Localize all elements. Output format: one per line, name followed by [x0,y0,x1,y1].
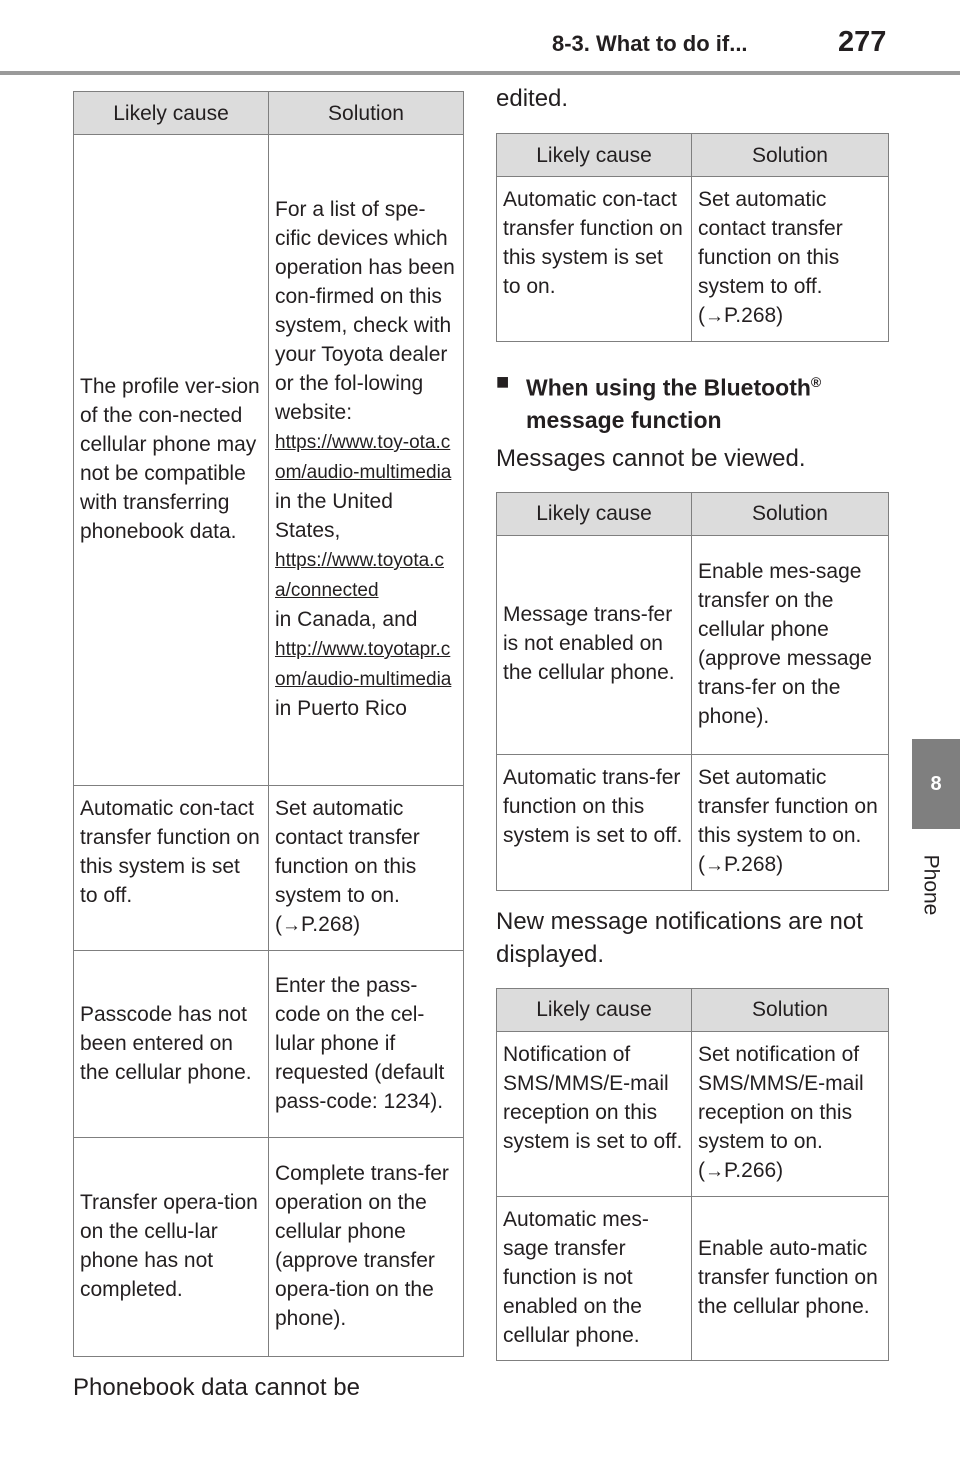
body-text: Messages cannot be viewed. [496,444,806,472]
chapter-number: 8 [930,772,942,795]
table-row [74,135,464,786]
contact-transfer-table [496,133,889,342]
header-solution: Solution [692,988,889,1031]
header-likely-cause: Likely cause [497,492,692,535]
solution-text: Set automatic contact transfer function on this system to off. [698,188,843,298]
ref-open: ( [698,852,705,876]
ref-close: ) [776,852,784,876]
phonebook-transfer-table [73,91,464,1357]
header-likely-cause: Likely cause [497,988,692,1031]
cause-cell: Notification of SMS/MMS/E-mail reception on this system is set to off. [497,1031,692,1196]
table-row [497,177,889,342]
arrow-icon: → [705,854,724,876]
page-reference[interactable]: P.268 [301,913,354,936]
solution-cell [692,1031,889,1196]
message-notification-table [496,988,889,1361]
ref-close: ) [776,304,784,327]
cause-cell: Automatic con-tact transfer function on this system is set to on. [497,177,692,342]
table-header-row [497,492,889,535]
ref-close: ) [353,913,361,936]
section-title: 8-3. What to do if... [552,31,748,56]
solution-cell [269,786,464,951]
table-row [497,535,889,754]
solution-text: Set automatic contact transfer function on this system to on. [275,797,420,907]
cause-cell: Automatic trans-fer function on this system is set to off. [497,754,692,890]
table-row [74,786,464,951]
table-row [74,1138,464,1357]
solution-cell: Complete trans-fer operation on the cellular phone (approve transfer opera-tion on the phone). [269,1138,464,1357]
table-header-row [497,134,889,177]
arrow-icon: → [282,915,301,936]
chapter-label [900,845,960,925]
solution-text: For a list of spe-cific devices which operation has been con-firmed on this system, check with your Toyota dealer or the fol-lowing website: [275,198,455,424]
table-row [74,951,464,1138]
body-text: edited. [496,85,569,112]
table-row [497,754,889,890]
arrow-icon: → [705,1160,724,1182]
heading-text: When using the Bluetooth [526,374,811,401]
cause-cell: Automatic mes-sage transfer function is not enabled on the cellular phone. [497,1196,692,1360]
ref-open: ( [698,1158,705,1182]
body-text: New message notifications are not displayed. [496,907,863,968]
chapter-label-text: Phone [919,854,943,916]
header-likely-cause: Likely cause [74,92,269,135]
cause-cell: Passcode has not been entered on the cellular phone. [74,951,269,1138]
ref-close: ) [776,1158,784,1182]
page-reference[interactable]: P.266 [724,1158,777,1182]
table-row [497,1196,889,1360]
solution-cell: Enable auto-matic transfer function on the cellular phone. [692,1196,889,1360]
solution-cell: Enable mes-sage transfer on the cellular phone (approve message trans-fer on the phone). [692,535,889,754]
page-header [0,0,960,75]
table-header-row [74,92,464,135]
solution-text: Set automatic transfer function on this system to on. [698,765,878,847]
ref-open: ( [698,304,705,327]
left-column [73,91,463,1404]
solution-cell [692,177,889,342]
ref-open: ( [275,913,282,936]
toyota-us-link[interactable]: https://www.toy-ota.com/audio-multimedia [275,432,452,483]
cause-cell: Automatic con-tact transfer function on this system is set to off. [74,786,269,951]
header-likely-cause: Likely cause [497,134,692,177]
page-number: 277 [838,26,887,58]
solution-text: in the United States, [275,490,393,542]
solution-text: in Puerto Rico [275,697,407,720]
header-solution: Solution [269,92,464,135]
page-reference[interactable]: P.268 [724,304,777,327]
solution-text: Set notification of SMS/MMS/E-mail reception on this system to on. [698,1042,864,1153]
right-column [496,82,888,1361]
solution-text: in Canada, and [275,608,418,631]
solution-cell [269,135,464,786]
cause-cell: The profile ver-sion of the con-nected cellular phone may not be compatible with transferring phonebook data. [74,135,269,786]
header-solution: Solution [692,134,889,177]
table-header-row [497,988,889,1031]
registered-mark: ® [810,374,822,390]
arrow-icon: → [705,306,724,327]
section-heading [496,366,888,436]
body-text: Phonebook data cannot be [73,1374,360,1401]
message-view-table [496,492,889,891]
solution-cell: Enter the pass-code on the cel-lular phone if requested (default pass-code: 1234). [269,951,464,1138]
page-reference[interactable]: P.268 [724,852,777,876]
header-solution: Solution [692,492,889,535]
cause-cell: Message trans-fer is not enabled on the cellular phone. [497,535,692,754]
table-row [497,1031,889,1196]
cause-cell: Transfer opera-tion on the cellu-lar phone has not completed. [74,1138,269,1357]
solution-cell [692,754,889,890]
square-bullet-icon: ■ [496,369,510,394]
chapter-tab [912,739,960,829]
heading-text: message function [526,406,722,433]
toyota-pr-link[interactable]: http://www.toyotapr.com/audio-multimedia [275,639,452,690]
toyota-ca-link[interactable]: https://www.toyota.ca/connected [275,550,444,601]
